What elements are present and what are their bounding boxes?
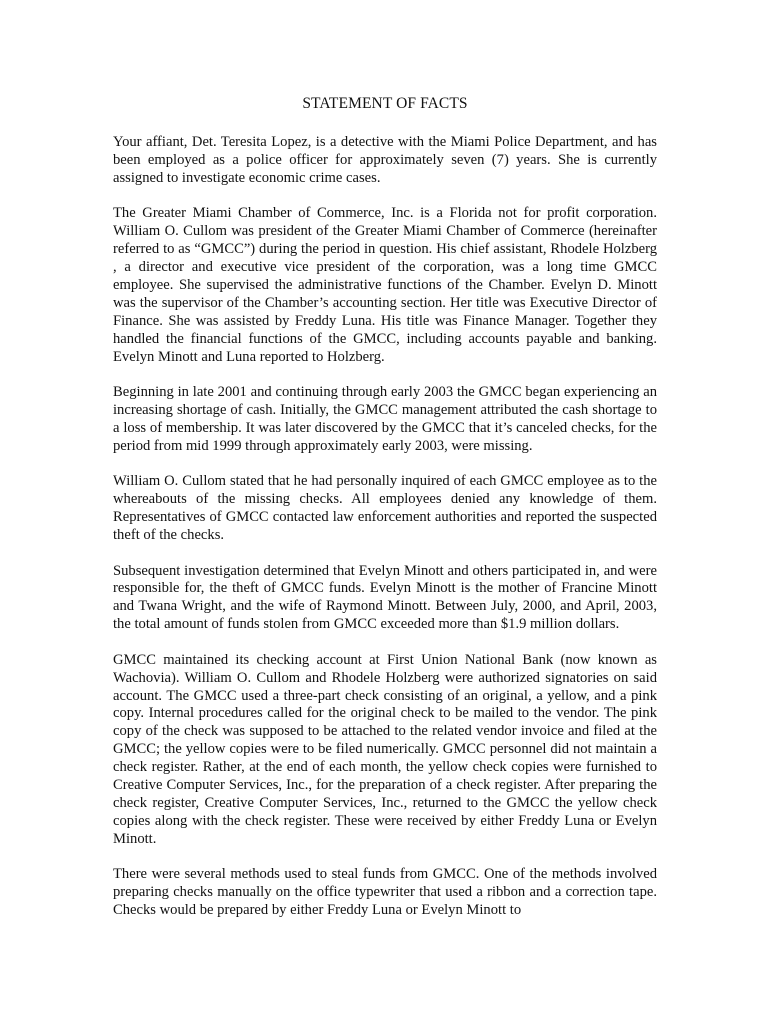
paragraph-missing-checks: William O. Cullom stated that he had personally inquired of each GMCC employee as to the whereabouts of the missing checks. All employees denied any knowledge of them. Representatives of GMCC contacted law enforcement authorities and reported the suspected theft of the checks.	[113, 473, 657, 543]
paragraph-cash-shortage: Beginning in late 2001 and continuing through early 2003 the GMCC began experiencing an increasing shortage of cash. Initially, the GMCC management attributed the cash shortage to a loss of membership. It was later discovered by the GMCC that it’s canceled checks, for the period from mid 1999 through approximately early 2003, were missing.	[113, 384, 657, 454]
paragraph-gmcc-organization: The Greater Miami Chamber of Commerce, Inc. is a Florida not for profit corporation. William O. Cullom was president of the Greater Miami Chamber of Commerce (hereinafter referred to as “GMCC”) during the period in question. His chief assistant, Rhodele Holzberg , a director and executive vice president of the corporation, was a long time GMCC employee. She supervised the administrative functions of the Chamber. Evelyn D. Minott was the supervisor of the Chamber’s accounting section. Her title was Executive Director of Finance. She was assisted by Freddy Luna. His title was Finance Manager. Together they handled the financial functions of the GMCC, including accounts payable and banking. Evelyn Minott and Luna reported to Holzberg.	[113, 205, 657, 365]
document-page	[113, 94, 657, 920]
paragraph-checking-account: GMCC maintained its checking account at First Union National Bank (now known as Wachovia). William O. Cullom and Rhodele Holzberg were authorized signatories on said account. The GMCC used a three-part check consisting of an original, a yellow, and a pink copy. Internal procedures called for the original check to be mailed to the vendor. The pink copy of the check was supposed to be attached to the related vendor invoice and filed at the GMCC; the yellow copies were to be filed numerically. GMCC personnel did not maintain a check register. Rather, at the end of each month, the yellow check copies were furnished to Creative Computer Services, Inc., for the preparation of a check register. After preparing the check register, Creative Computer Services, Inc., returned to the GMCC the yellow check copies along with the check register. These were received by either Freddy Luna or Evelyn Minott.	[113, 651, 657, 847]
document-title: STATEMENT OF FACTS	[302, 95, 468, 112]
paragraph-theft-methods: There were several methods used to steal funds from GMCC. One of the methods involved preparing checks manually on the office typewriter that used a ribbon and a correction tape. Checks would be prepared by either Freddy Luna or Evelyn Minott to	[113, 866, 657, 919]
paragraph-investigation: Subsequent investigation determined that Evelyn Minott and others participated in, and were responsible for, the theft of GMCC funds. Evelyn Minott is the mother of Francine Minott and Twana Wright, and the wife of Raymond Minott. Between July, 2000, and April, 2003, the total amount of funds stolen from GMCC exceeded more than $1.9 million dollars.	[113, 562, 657, 633]
paragraph-affiant: Your affiant, Det. Teresita Lopez, is a detective with the Miami Police Department, and has been employed as a police officer for approximately seven (7) years. She is currently assigned to investigate economic crime cases.	[113, 134, 657, 186]
